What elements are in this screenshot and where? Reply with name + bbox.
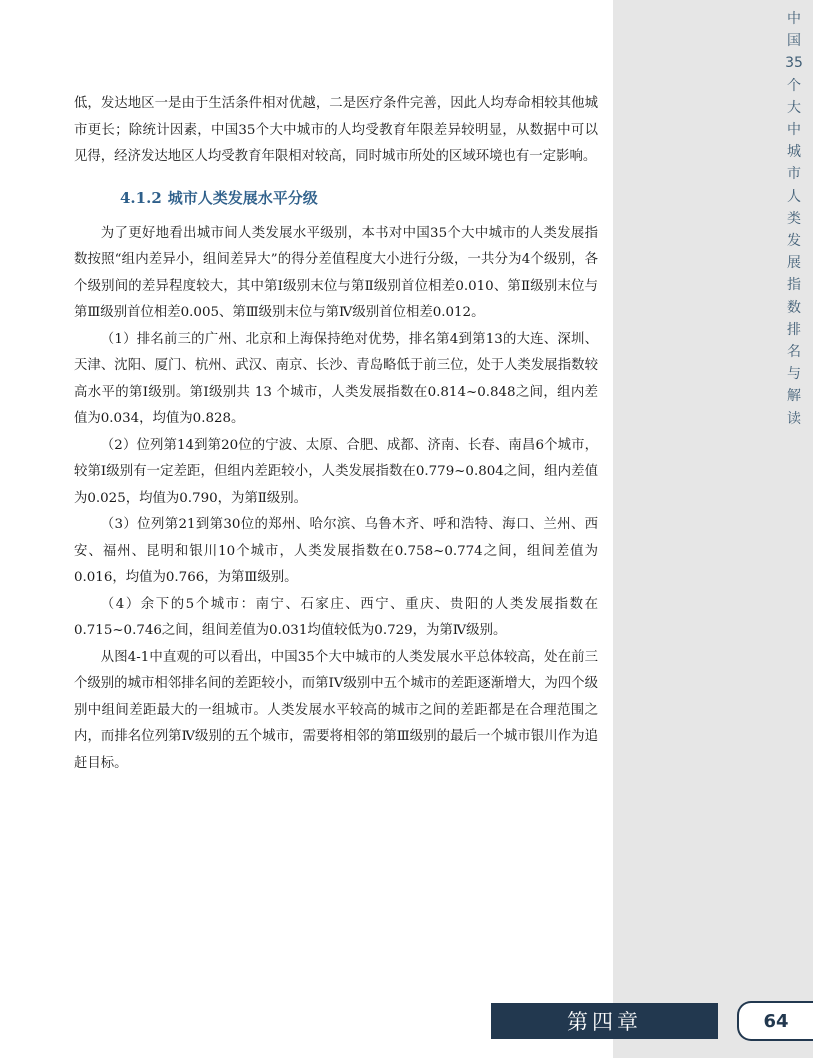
section-number: 4.1.2 [120, 188, 162, 207]
level-1-paragraph: （1）排名前三的广州、北京和上海保持绝对优势，排名第4到第13的大连、深圳、天津、沈阳、厦门、杭州、武汉、南京、长沙、青岛略低于前三位，处于人类发展指数较高水平的第Ⅰ级别。第Ⅰ级别共 13 个城市，人类发展指数在0.814~0.848之间，组内差值为0.034，均值为0.828。 [74, 331, 598, 426]
summary-paragraph: 从图4-1中直观的可以看出，中国35个大中城市的人类发展水平总体较高，处在前三个级别的城市相邻排名间的差距较小，而第IV级别中五个城市的差距逐渐增大，为四个级别中组间差距最大的一组城市。人类发展水平较高的城市之间的差距都是在合理范围之内，而排名位列第Ⅳ级别的五个城市，需要将相邻的第Ⅲ级别的最后一个城市银川作为追赶目标。 [74, 649, 598, 771]
sidebar-panel [613, 0, 813, 1058]
level-3-paragraph: （3）位列第21到第30位的郑州、哈尔滨、乌鲁木齐、呼和浩特、海口、兰州、西安、福州、昆明和银川10个城市，人类发展指数在0.758~0.774之间，组间差值为0.016，均值为0.766，为第Ⅲ级别。 [74, 517, 598, 585]
level-2-paragraph: （2）位列第14到第20位的宁波、太原、合肥、成都、济南、长春、南昌6个城市，较第Ⅰ级别有一定差距，但组内差距较小，人类发展指数在0.779~0.804之间，组内差值为0.025，均值为0.790，为第Ⅱ级别。 [74, 437, 598, 506]
level-4-paragraph: （4）余下的5个城市：南宁、石家庄、西宁、重庆、贵阳的人类发展指数在0.715~0.746之间，组间差值为0.031均值较低为0.729，为第Ⅳ级别。 [74, 596, 598, 638]
intro-paragraph: 低，发达地区一是由于生活条件相对优越，二是医疗条件完善，因此人均寿命相较其他城市更长；除统计因素，中国35个大中城市的人均受教育年限差异较明显，从数据中可以见得，经济发达地区人均受教育年限相对较高，同时城市所处的区域环境也有一定影响。 [74, 96, 598, 164]
running-title: 中国35个大中城市人类发展指数排名与解读 [785, 11, 803, 427]
chapter-label: 第四章 [491, 1003, 718, 1039]
section-title: 城市人类发展水平分级 [167, 188, 318, 207]
section-heading [120, 185, 598, 211]
body-paragraph: 为了更好地看出城市间人类发展水平级别，本书对中国35个大中城市的人类发展指数按照“组内差异小，组间差异大”的得分差值程度大小进行分级，一共分为4个级别，各个级别间的差异程度较大，其中第Ⅰ级别末位与第Ⅱ级别首位相差0.010、第Ⅱ级别末位与第Ⅲ级别首位相差0.005、第Ⅲ级别末位与第Ⅳ级别首位相差0.012。 [74, 225, 598, 320]
page-number: 64 [737, 1001, 813, 1041]
page-body [74, 91, 598, 777]
